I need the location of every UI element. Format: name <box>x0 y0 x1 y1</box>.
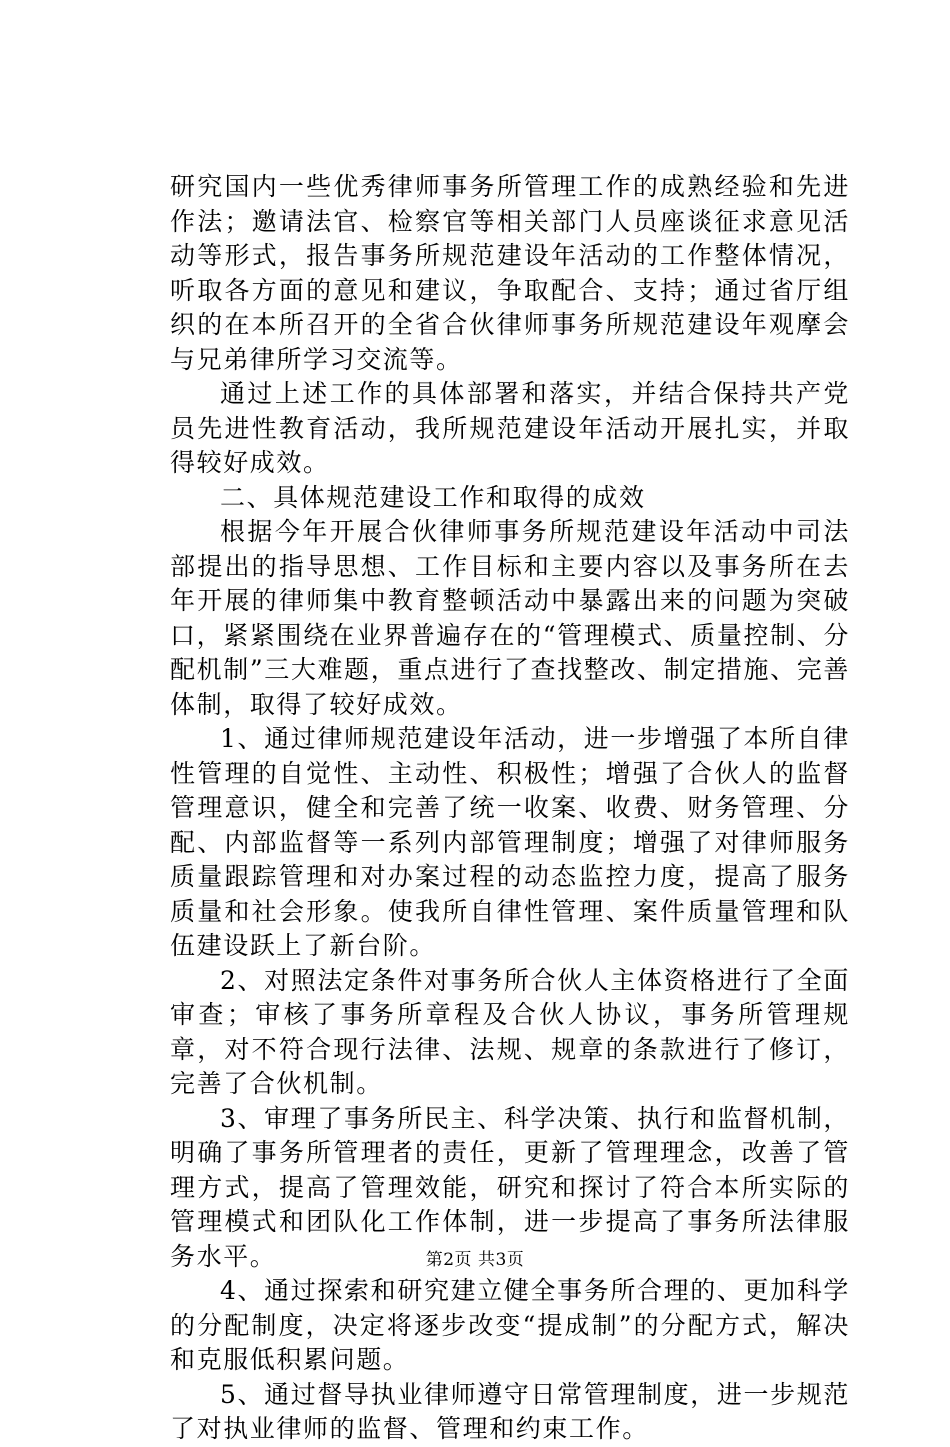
list-item-1: 1、通过律师规范建设年活动，进一步增强了本所自律性管理的自觉性、主动性、积极性；增强了合伙人的监督管理意识，健全和完善了统一收案、收费、财务管理、分配、内部监督等一系列内部管理制度；增强了对律师服务质量跟踪管理和对办案过程的动态监控力度，提高了服务质量和社会形象。使我所自律性管理、案件质量管理和队伍建设跃上了新台阶。 <box>170 724 850 960</box>
paragraph-summary: 通过上述工作的具体部署和落实，并结合保持共产党员先进性教育活动，我所规范建设年活动开展扎实，并取得较好成效。 <box>170 379 850 477</box>
section-heading: 二、具体规范建设工作和取得的成效 <box>220 482 646 512</box>
list-item-3: 3、审理了事务所民主、科学决策、执行和监督机制，明确了事务所管理者的责任，更新了管理理念，改善了管理方式，提高了管理效能，研究和探讨了符合本所实际的管理模式和团队化工作体制，进一步提高了事务所法律服务水平。 <box>170 1103 850 1271</box>
page-number-footer: 第2页 共3页 <box>425 1250 525 1270</box>
list-item-4: 4、通过探索和研究建立健全事务所合理的、更加科学的分配制度，决定将逐步改变“提成制”的分配方式，解决和克服低积累问题。 <box>170 1276 850 1374</box>
list-item-5: 5、通过督导执业律师遵守日常管理制度，进一步规范了对执业律师的监督、管理和约束工作。 <box>170 1379 850 1443</box>
paragraph-continuation: 研究国内一些优秀律师事务所管理工作的成熟经验和先进作法；邀请法官、检察官等相关部门人员座谈征求意见活动等形式，报告事务所规范建设年活动的工作整体情况，听取各方面的意见和建议，争取配合、支持；通过省厅组织的在本所召开的全省合伙律师事务所规范建设年观摩会与兄弟律所学习交流等。 <box>170 172 850 374</box>
list-item-2: 2、对照法定条件对事务所合伙人主体资格进行了全面审查；审核了事务所章程及合伙人协议，事务所管理规章，对不符合现行法律、法规、规章的条款进行了修订，完善了合伙机制。 <box>170 965 850 1098</box>
paragraph-intro: 根据今年开展合伙律师事务所规范建设年活动中司法部提出的指导思想、工作目标和主要内容以及事务所在去年开展的律师集中教育整顿活动中暴露出来的问题为突破口，紧紧围绕在业界普遍存在的“管理模式、质量控制、分配机制”三大难题，重点进行了查找整改、制定措施、完善体制，取得了较好成效。 <box>170 517 850 719</box>
